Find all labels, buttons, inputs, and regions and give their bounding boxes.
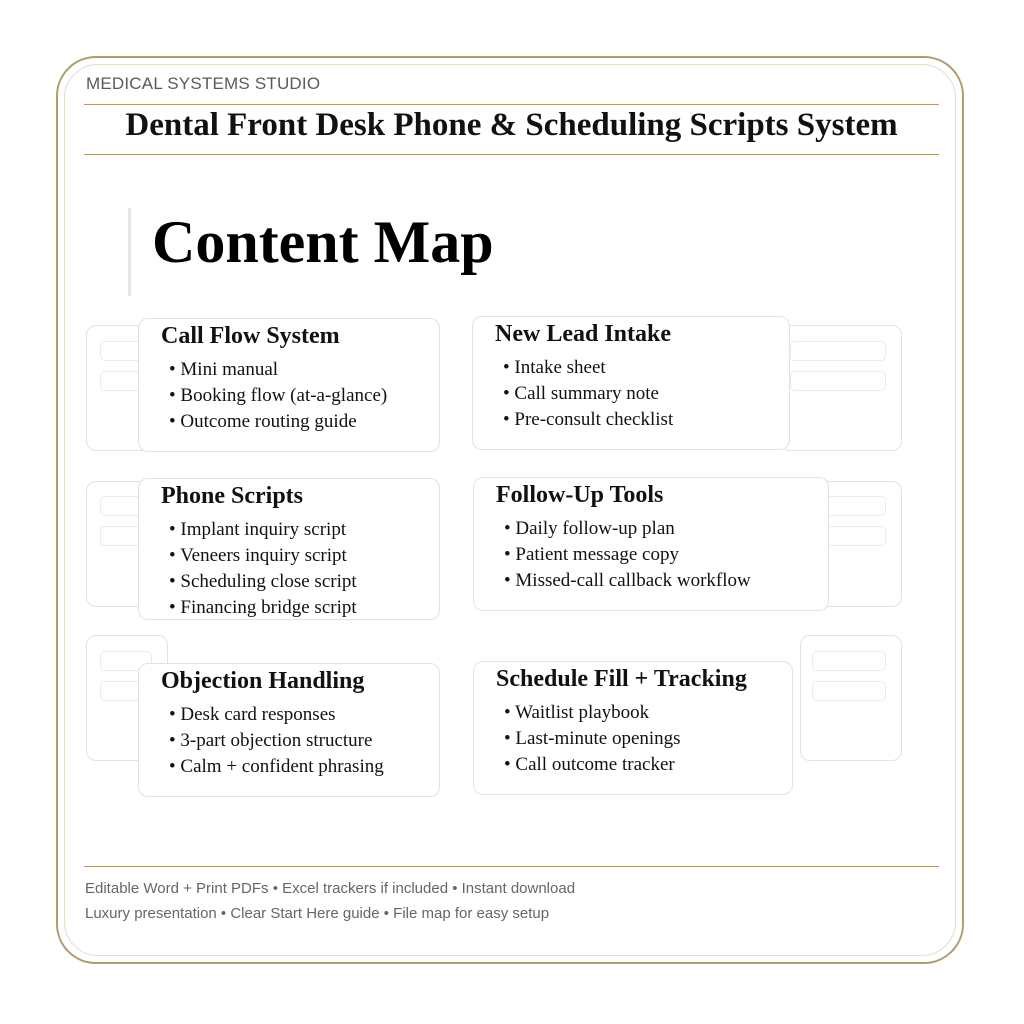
section-title: Follow-Up Tools [496, 482, 664, 508]
list-item: • Implant inquiry script [169, 517, 357, 543]
list-item: • Calm + confident phrasing [169, 754, 384, 780]
section-card-call-flow [138, 318, 440, 452]
divider-title [84, 154, 939, 155]
list-item: • Financing bridge script [169, 595, 357, 620]
section-list [169, 357, 387, 435]
list-item: • Daily follow-up plan [504, 516, 751, 542]
divider-footer [84, 866, 939, 867]
list-item: • Pre-consult checklist [503, 407, 673, 433]
section-list [169, 702, 384, 780]
section-card-objection-handling [138, 663, 440, 797]
divider-top [84, 104, 939, 105]
list-item: • Patient message copy [504, 542, 751, 568]
list-item: • Last-minute openings [504, 726, 681, 752]
page-title: Content Map [152, 209, 494, 275]
product-title: Dental Front Desk Phone & Scheduling Scripts System [125, 107, 898, 143]
ghost-line [812, 651, 886, 671]
section-title: Schedule Fill + Tracking [496, 666, 747, 692]
list-item: • Missed-call callback workflow [504, 568, 751, 594]
list-item: • 3-part objection structure [169, 728, 384, 754]
section-title: Call Flow System [161, 323, 340, 349]
section-list [169, 517, 357, 620]
list-item: • Waitlist playbook [504, 700, 681, 726]
list-item: • Call summary note [503, 381, 673, 407]
list-item: • Mini manual [169, 357, 387, 383]
list-item: • Outcome routing guide [169, 409, 387, 435]
section-card-new-lead [472, 316, 790, 450]
brand-label: MEDICAL SYSTEMS STUDIO [86, 74, 321, 93]
list-item: • Call outcome tracker [504, 752, 681, 778]
list-item: • Veneers inquiry script [169, 543, 357, 569]
section-title: New Lead Intake [495, 321, 672, 347]
section-card-schedule-fill [473, 661, 793, 795]
section-list [503, 355, 673, 433]
list-item: • Booking flow (at-a-glance) [169, 383, 387, 409]
ghost-line [790, 341, 886, 361]
footer-line-1: Editable Word + Print PDFs • Excel trackers if included • Instant download [85, 880, 576, 897]
section-card-phone-scripts [138, 478, 440, 620]
section-card-follow-up [473, 477, 829, 611]
footer-line-2: Luxury presentation • Clear Start Here guide • File map for easy setup [85, 905, 550, 922]
section-list [504, 700, 681, 778]
list-item: • Intake sheet [503, 355, 673, 381]
title-accent [128, 208, 131, 296]
list-item: • Desk card responses [169, 702, 384, 728]
ghost-line [790, 371, 886, 391]
section-title: Phone Scripts [161, 483, 304, 509]
list-item: • Scheduling close script [169, 569, 357, 595]
section-title: Objection Handling [161, 668, 365, 694]
ghost-line [812, 681, 886, 701]
section-list [504, 516, 751, 594]
